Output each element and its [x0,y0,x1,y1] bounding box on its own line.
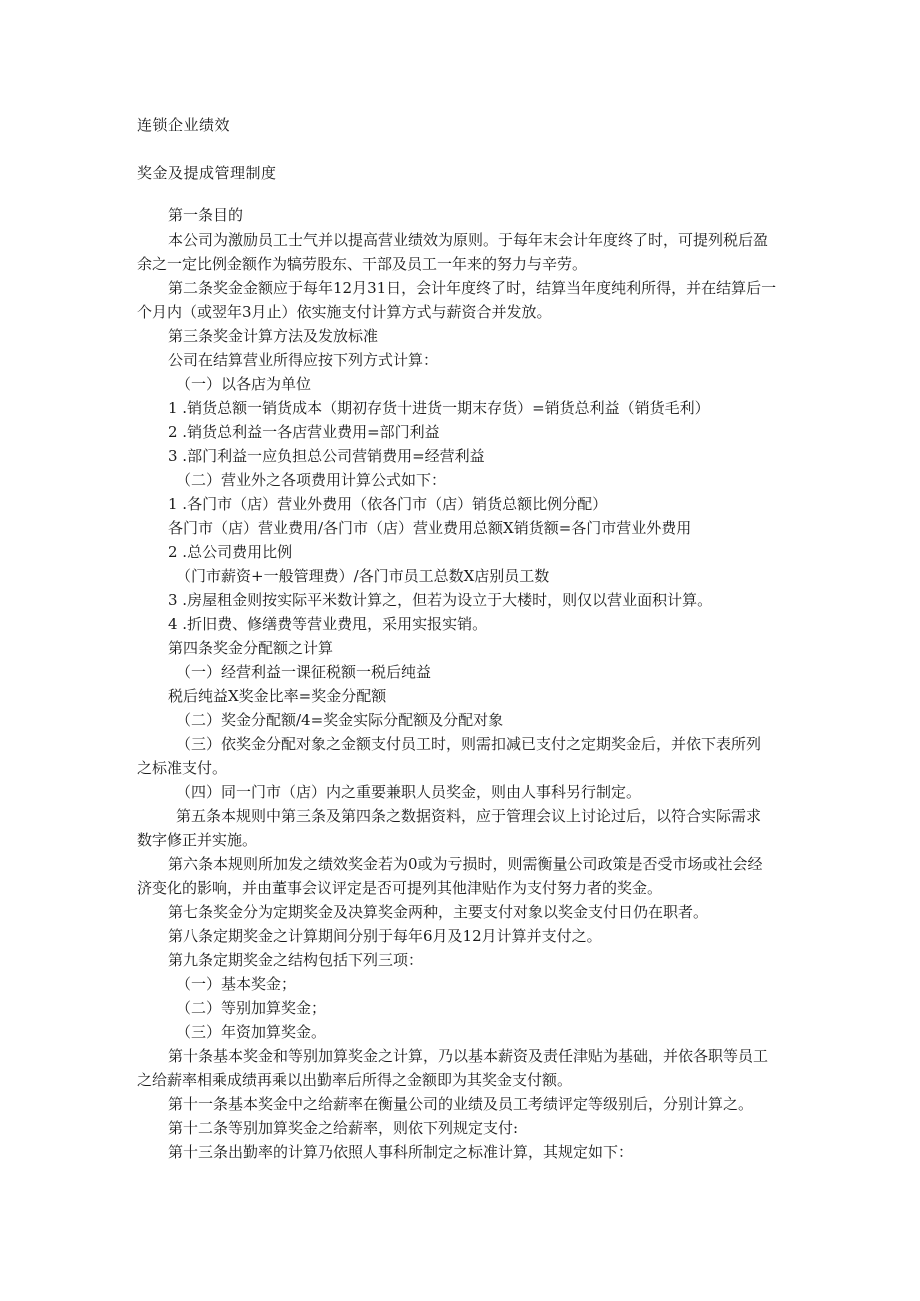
paragraph-line: 第九条定期奖金之结构包括下列三项： [168,951,424,969]
paragraph-line: 第十一条基本奖金中之给薪率在衡量公司的业绩及员工考绩评定等级别后，分别计算之。 [168,1095,754,1113]
paragraph-line: 1 .销货总额一销货成本（期初存货十进货一期末存货）=销货总利益（销货毛利） [168,399,710,417]
paragraph-line: 济变化的影响，并由董事会议评定是否可提列其他津贴作为支付努力者的奖金。 [137,879,663,897]
paragraph-line: （二）等别加算奖金； [176,999,327,1017]
paragraph-line: 3 .房屋租金则按实际平米数计算之，但若为设立于大楼时，则仅以营业面积计算。 [168,591,713,609]
paragraph-line: （三）依奖金分配对象之金额支付员工时，则需扣减已支付之定期奖金后，并依下表所列 [176,735,762,753]
paragraph-line: 第一条目的 [168,206,244,224]
paragraph-line: （一）经营利益一课征税额一税后纯益 [176,663,432,681]
paragraph-line: 2 .销货总利益一各店营业费用=部门利益 [168,423,440,441]
paragraph-line: 公司在结算营业所得应按下列方式计算： [168,351,439,369]
paragraph-line: （门市薪资+一般管理费）/各门市员工总数X店别员工数 [176,567,550,585]
paragraph-line: 第二条奖金金额应于每年12月31日，会计年度终了时，结算当年度纯利所得，并在结算后一 [168,279,777,297]
paragraph-line: （四）同一门市（店）内之重要兼职人员奖金，则由人事科另行制定。 [176,783,642,801]
document-title-line-1: 连锁企业绩效 [137,116,231,134]
paragraph-line: 个月内（或翌年3月止）依实施支付计算方式与薪资合并发放。 [137,303,552,321]
paragraph-line: 第十三条出勤率的计算乃依照人事科所制定之标准计算，其规定如下： [168,1143,634,1161]
paragraph-line: 2 .总公司费用比例 [168,543,293,561]
paragraph-line: 第五条本规则中第三条及第四条之数据资料，应于管理会议上讨论过后，以符合实际需求 [176,807,762,825]
paragraph-line: 本公司为激励员工士气并以提高营业绩效为原则。于每年末会计年度终了时，可提列税后盈 [168,231,769,249]
paragraph-line: 税后纯益X奖金比率=奖金分配额 [168,687,387,705]
paragraph-line: 第七条奖金分为定期奖金及决算奖金两种，主要支付对象以奖金支付日仍在职者。 [168,903,709,921]
paragraph-line: 第四条奖金分配额之计算 [168,639,334,657]
paragraph-line: 各门市（店）营业费用/各门市（店）营业费用总额X销货额=各门市营业外费用 [168,519,692,537]
paragraph-line: 第十条基本奖金和等别加算奖金之计算，乃以基本薪资及责任津贴为基础，并依各职等员工 [168,1047,769,1065]
paragraph-line: 4 .折旧费、修缮费等营业费甩，采用实报实销。 [168,615,488,633]
paragraph-line: 第三条奖金计算方法及发放标准 [168,327,379,345]
paragraph-line: （一）基本奖金； [176,975,297,993]
paragraph-line: 1 .各门市（店）营业外费用（依各门市（店）销货总额比例分配） [168,495,608,513]
paragraph-line: （一）以各店为单位 [176,375,312,393]
paragraph-line: 3 .部门利益一应负担总公司营销费用=经营利益 [168,447,485,465]
paragraph-line: （二）营业外之各项费用计算公式如下： [176,471,447,489]
paragraph-line: 数字修正并实施。 [137,831,258,849]
paragraph-line: 第十二条等别加算奖金之给薪率，则依下列规定支付: [168,1119,519,1137]
paragraph-line: （三）年资加算奖金。 [176,1023,327,1041]
paragraph-line: 第六条本规则所加发之绩效奖金若为0或为亏损时，则需衡量公司政策是否受市场或社会经 [168,855,763,873]
paragraph-line: 第八条定期奖金之计算期间分别于每年6月及12月计算并支付之。 [168,927,602,945]
paragraph-line: 之给薪率相乘成绩再乘以出勤率后所得之金额即为其奖金支付额。 [137,1071,573,1089]
paragraph-line: 之标准支付。 [137,759,228,777]
paragraph-line: 余之一定比例金额作为犒劳股东、干部及员工一年来的努力与辛劳。 [137,255,588,273]
document-title-line-2: 奖金及提成管理制度 [137,164,277,182]
paragraph-line: （二）奖金分配额/4=奖金实际分配额及分配对象 [176,711,504,729]
